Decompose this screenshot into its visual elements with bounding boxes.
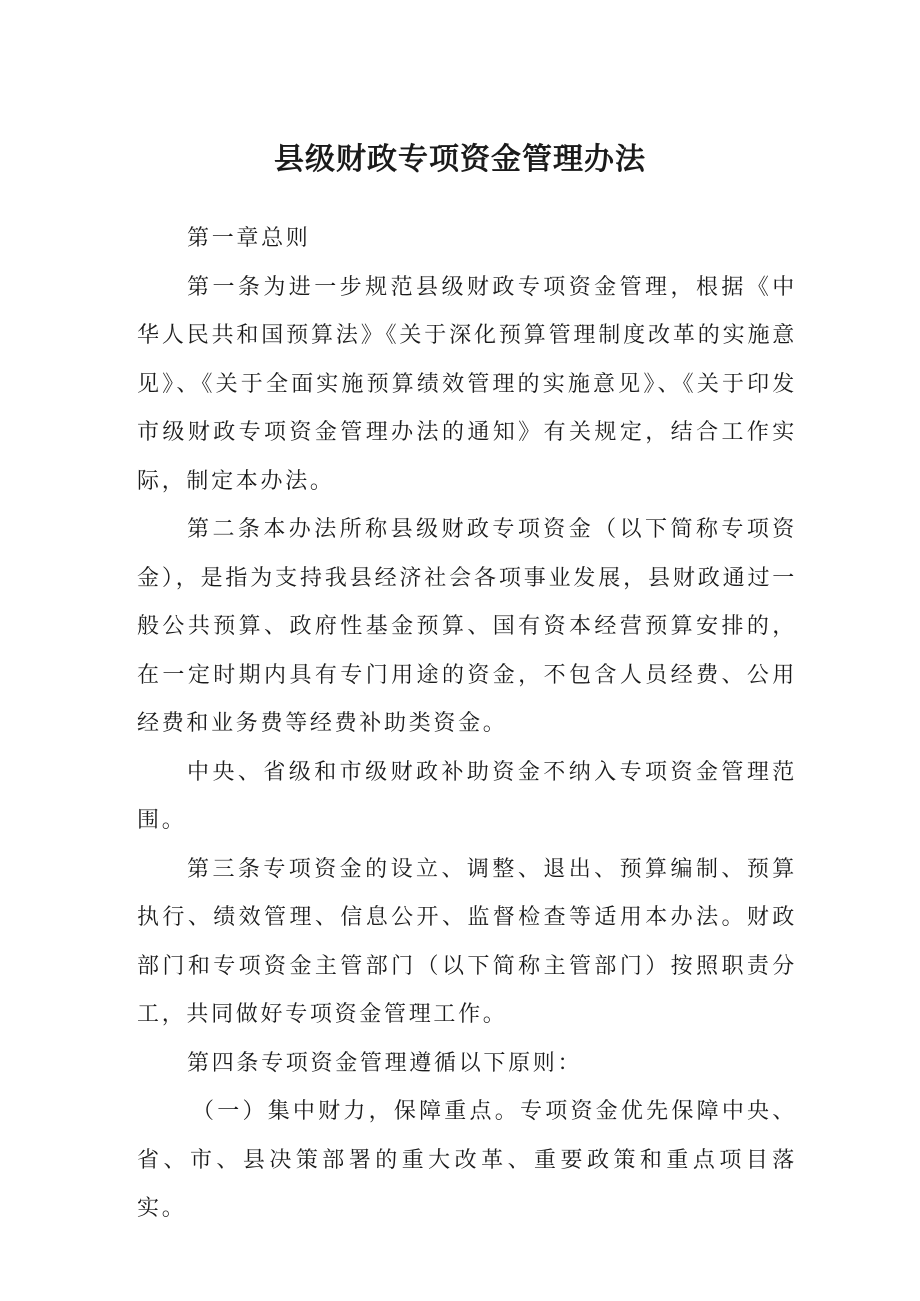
article-2-note: 中央、省级和市级财政补助资金不纳入专项资金管理范围。 <box>137 759 797 833</box>
document-title: 县级财政专项资金管理办法 <box>274 142 646 177</box>
article-3: 第三条专项资金的设立、调整、退出、预算编制、预算执行、绩效管理、信息公开、监督检查等适用本办法。财政部门和专项资金主管部门（以下简称主管部门）按照职责分工，共同做好专项资金管理工作。 <box>137 856 797 1027</box>
chapter-heading: 第一章总则 <box>187 226 311 251</box>
article-4-item-1: （一）集中财力，保障重点。专项资金优先保障中央、省、市、县决策部署的重大改革、重要政策和重点项目落实。 <box>137 1099 797 1221</box>
article-1: 第一条为进一步规范县级财政专项资金管理，根据《中华人民共和国预算法》《关于深化预算管理制度改革的实施意见》、《关于全面实施预算绩效管理的实施意见》、《关于印发市级财政专项资金管理办法的通知》有关规定，结合工作实际，制定本办法。 <box>137 274 797 494</box>
document-body <box>137 215 797 1234</box>
article-2: 第二条本办法所称县级财政专项资金（以下简称专项资金），是指为支持我县经济社会各项事业发展，县财政通过一般公共预算、政府性基金预算、国有资本经营预算安排的，在一定时期内具有专门用途的资金，不包含人员经费、公用经费和业务费等经费补助类资金。 <box>137 517 797 736</box>
article-4: 第四条专项资金管理遵循以下原则： <box>187 1050 583 1076</box>
